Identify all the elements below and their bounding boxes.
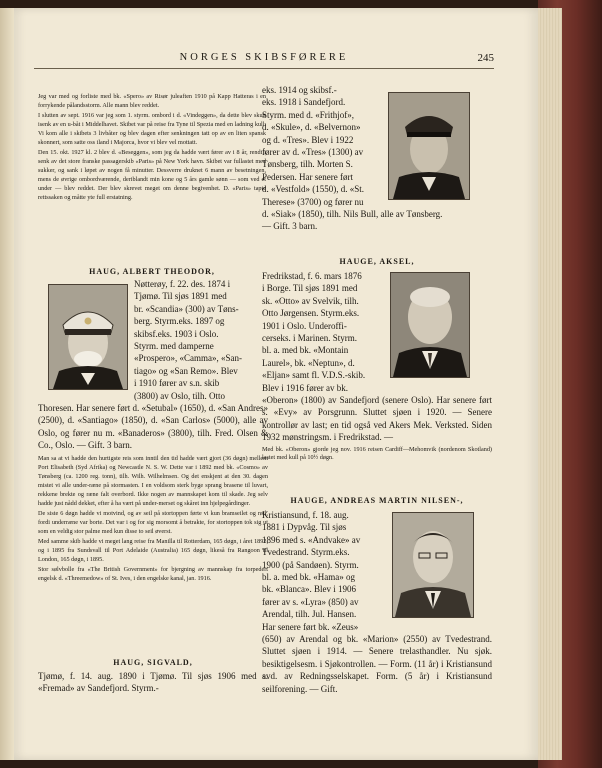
portrait-aksel (390, 272, 470, 378)
note-paragraph: De siste 6 døgn hadde vi motvind, og av seil på stortoppen førte vi kun bramseilet og røil, fordi underræne var borte. Det var i og for sig morsomt å betrakte, for stortoppen tok sig ut som en veldig stor palme med kun disse to seil øverst. (38, 510, 268, 535)
entry-text-andreas: (650) av Arendal og bk. «Marion» (2550) av Tvedestrand. Sluttet sjøen i 1914. — Senere trelasthandler. Nu sjøk. besiktigelsesm. i Sjøkontrollen. — Form. (11 år) i Kristiansund avd. av Redningsselskapet. Form. (5 år) i Kristiansund seilforening. — Gift. (262, 634, 492, 694)
entry-heading-theodor: HAUG, ALBERT THEODOR, (89, 267, 215, 276)
page-header (34, 52, 494, 72)
entry-text-sigvald-cont: eks. 1914 og skibsf.- eks. 1918 i Sandefjord. Styrm. med d. «Frithjof», d. «Skule», d. «Belvernon» og d. «Tres». Blev i 1922 fører av d. «Tres» (1300) av Tønsberg, tilh. Morten S. Pedersen. Har senere ført d. «Vestfold» (1550), d. «St. Therese» (3700) og fører nu (262, 85, 364, 207)
left-page-edge (0, 8, 14, 760)
running-head: NORGES SKIBSFØRERE (179, 52, 349, 63)
entry-note-aksel: Med bk. «Oberon» gjorde jeg nov. 1916 reisen Cardiff—Mehomvik (nordenom Skotland) lastet med kull på 10½ døgn. (262, 446, 492, 462)
page-edges (536, 8, 562, 760)
intro-paragraph: Jeg var med og forliste med bk. «Spero» av Risør juleaften 1910 på Kapp Hatteras i en forrykende pålandsstorm. Alle mann blev reddet. (38, 93, 266, 109)
note-paragraph: Stor sølvbolle fra «The British Government» for bjergning av mannskap fra torpedert engelsk d. «Threemedow» of St. Ives, i den engelske kanal, jan. 1916. (38, 566, 268, 582)
intro-text (38, 92, 266, 202)
entry-sigvald (38, 658, 268, 695)
note-paragraph: Med samme skib hadde vi meget lang reise fra Manilla til Rotterdam, 165 døgn, i året 1892, og i 1895 fra Sundsvall til Port Adelaide (Australia) 165 døgn, likeså fra Rangoon til London, 165 døgn, i 1895. (38, 538, 268, 563)
intro-paragraph: I slutten av sept. 1916 var jeg som 1. styrm. ombord i d. «Vindeggen», da dette blev skutt isenk av en u-båt i Middelhavet. Skibet var på reise fra Tyne til Spezia med en ladning kull. Vi kom alle i skibets 3 livbåter og blev dagen efter senkningen tatt op av en liten spansk skonnert, som satte oss iland i Majorca, hvor vi blev vel mottatt. (38, 112, 266, 146)
entry-text-andreas-lines: Kristiansund, f. 18. aug. 1881 i Dypvåg. Til sjøs 1896 med s. «Andvake» av Tvedestrand. Styrm.eks. 1900 (på Sandøen). Styrm. bl. a. med bk. «Hama» og bk. «Blanca». Blev i 1906 fører av s. «Lyra» (850) av Arendal, tilh. Jul. Hansen. Har senere ført bk. «Zeus» (262, 510, 361, 632)
entry-text-aksel-lines: Fredrikstad, f. 6. mars 1876 i Borge. Til sjøs 1891 med sk. «Otto» av Svelvik, tilh. Otto Jørgensen. Styrm.eks. 1901 i Oslo. Underoffi- cerseks. i Marinen. Styrm. bl. a. med bk. «Montain Laurel», bk. «Neptun», d. «Eljan» samt fl. V.D.S.-skib. Blev i 1916 fører av bk. (262, 271, 366, 393)
entry-text-sigvald: Tjømø, f. 14. aug. 1890 i Tjømø. Til sjøs 1906 med s. «Fremad» av Sandefjord. Styrm.- (38, 671, 268, 694)
book-page (14, 8, 538, 760)
note-paragraph: Man sa at vi hadde den hurtigste reis som inntil den tid hadde vært gjort (36 døgn) mellem Port Elisabeth (Syd Afrika) og Newcastle N. S. W. Dette var i 1892 med bk. «Cosmo» av Tønsberg (ca. 1200 reg. tonn), tilh. Wilh. Wilhelmsen. Og det enskjent at den 30. dagen mistet vi alle under-ræne på stormasten. I en voldsom sterk byge sprang brasene til luvart, rekkene brekte og ræne falt overbord. Ikke nogen av mannskapet kom til skade. Jeg selv hadde just nådd dekket, efter å ha vært på under-merset og skåret inn hjelpegårdinger. (38, 455, 268, 507)
entry-text-sigvald-tail: d. «Siak» (1850), tilh. Nils Bull, alle av Tønsberg. — Gift. 3 barn. (262, 209, 443, 232)
portrait-sigvald (388, 92, 470, 200)
header-rule (34, 68, 494, 69)
entry-heading-andreas: HAUGE, ANDREAS MARTIN NILSEN-, (290, 496, 464, 505)
page-number: 245 (477, 52, 494, 64)
portrait-andreas (392, 512, 474, 618)
portrait-theodor (48, 284, 128, 390)
intro-paragraph: Den 15. okt. 1927 kl. 2 blev d. «Beseggen», som jeg da hadde vært fører av i 8 år, rendt i senk av det store franske passagerskib «Paris» på New York havn. Skibet var fullastet med sukker, og sank i løpet av nogen få minutter. Dessverre druknet 6 mann av besetningen, mens de øvrige ombordværende, deriblandt min kone og 5 års gamle sønn — som ved et under — blev reddet. Der blev skrevet meget om denne begivenhet. D. «Paris» tapte rettssaken og måtte yte full erstatning. (38, 149, 266, 201)
entry-heading-sigvald: HAUG, SIGVALD, (113, 658, 193, 667)
entry-text-aksel: «Oberon» (1800) av Sandefjord (senere Oslo). Har senere ført s. «Evy» av Porsgrunn. Sluttet sjøen i 1920. — Senere kontrollør av last; en tid også ved Akers Mek. Verksted. Siden 1932 mønstringsm. i Fredrikstad. — (262, 395, 492, 443)
entry-heading-aksel: HAUGE, AKSEL, (339, 257, 415, 266)
entry-text-theodor-lines: Nøtterøy, f. 22. des. 1874 i Tjømø. Til sjøs 1891 med br. «Scandia» (300) av Tøns- berg. Styrm.eks. 1897 og skibsf.eks. 1903 i Oslo. Styrm. med damperne «Prospero», «Camma», «San- tiago» og «San Remo». Blev i 1910 fører av s.n. skib (3800) av Oslo, tilh. Otto (134, 279, 242, 401)
entry-notes-theodor (38, 454, 268, 583)
entry-text-theodor: Thoresen. Har senere ført d. «Setubal» (1650), d. «San Andres» (2500), d. «Santiago» (1850), d. «San Carlos» (5000), alle av Oslo, og fører nu m. «Banaderos» (3800), tilh. Fred. Olsen & Co., Oslo. — Gift. 3 barn. (38, 403, 268, 451)
